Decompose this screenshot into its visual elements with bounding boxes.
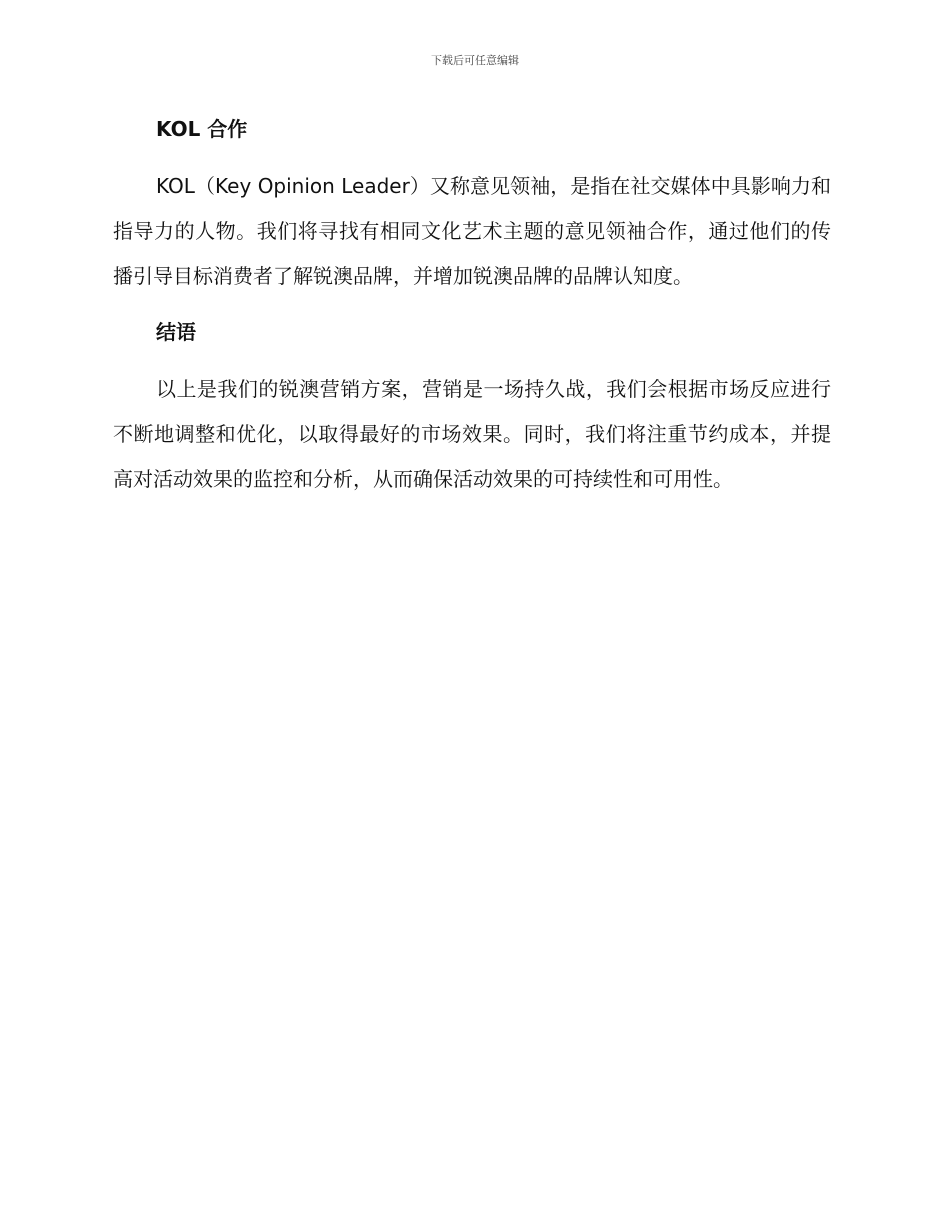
page-header: 下载后可任意编辑 <box>431 54 519 67</box>
section-heading-conclusion: 结语 <box>156 320 196 344</box>
section-paragraph-conclusion: 以上是我们的锐澳营销方案，营销是一场持久战，我们会根据市场反应进行不断地调整和优化，以取得最好的市场效果。同时，我们将注重节约成本，并提高对活动效果的监控和分析，从而确保活动效果的可持续性和可用性。 <box>113 377 831 491</box>
section-heading-kol: KOL 合作 <box>156 117 248 141</box>
document-body <box>113 114 831 502</box>
section-paragraph-kol: KOL（Key Opinion Leader）又称意见领袖，是指在社交媒体中具影响力和指导力的人物。我们将寻找有相同文化艺术主题的意见领袖合作，通过他们的传播引导目标消费者了解锐澳品牌，并增加锐澳品牌的品牌认知度。 <box>113 174 831 288</box>
